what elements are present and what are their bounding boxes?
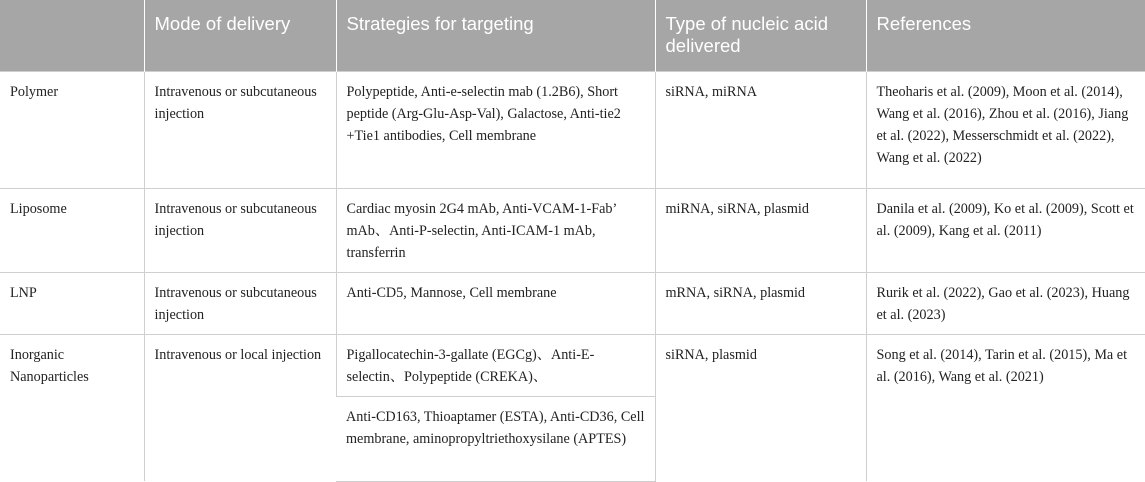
cell-mode: Intravenous or subcutaneous injection: [144, 71, 336, 188]
header-carrier: [0, 0, 144, 71]
cell-nucleic-acid: siRNA, plasmid: [655, 334, 866, 481]
cell-strategies: Anti-CD5, Mannose, Cell membrane: [336, 272, 655, 334]
cell-mode: Intravenous or subcutaneous injection: [144, 272, 336, 334]
table-row: [0, 272, 1145, 334]
cell-strategies: Pigallocatechin-3-gallate (EGCg)、Anti-E-selectin、Polypeptide (CREKA)、: [336, 334, 655, 396]
table-row: [0, 334, 1145, 396]
cell-carrier: LNP: [0, 272, 144, 334]
cell-strategies: Polypeptide, Anti-e-selectin mab (1.2B6), Short peptide (Arg-Glu-Asp-Val), Galactose, Anti-tie2 +Tie1 antibodies, Cell membrane: [336, 71, 655, 188]
cell-references: Song et al. (2014), Tarin et al. (2015), Ma et al. (2016), Wang et al. (2021): [866, 334, 1145, 481]
cell-strategies: Anti-CD163, Thioaptamer (ESTA), Anti-CD36, Cell membrane, aminopropyltriethoxysilane (APTES): [336, 396, 655, 481]
header-row: [0, 0, 1145, 71]
cell-strategies: Cardiac myosin 2G4 mAb, Anti-VCAM-1-Fab’ mAb、Anti-P-selectin, Anti-ICAM-1 mAb, transferrin: [336, 188, 655, 272]
header-mode-of-delivery: Mode of delivery: [144, 0, 336, 71]
cell-references: Rurik et al. (2022), Gao et al. (2023), Huang et al. (2023): [866, 272, 1145, 334]
cell-carrier: Inorganic Nanoparticles: [0, 334, 144, 481]
cell-mode: Intravenous or local injection: [144, 334, 336, 481]
table-body: [0, 71, 1145, 481]
table-row: [0, 71, 1145, 188]
cell-mode: Intravenous or subcutaneous injection: [144, 188, 336, 272]
cell-references: Danila et al. (2009), Ko et al. (2009), Scott et al. (2009), Kang et al. (2011): [866, 188, 1145, 272]
cell-nucleic-acid: mRNA, siRNA, plasmid: [655, 272, 866, 334]
table-row: [0, 188, 1145, 272]
cell-carrier: Polymer: [0, 71, 144, 188]
cell-nucleic-acid: siRNA, miRNA: [655, 71, 866, 188]
cell-carrier: Liposome: [0, 188, 144, 272]
header-strategies-for-targeting: Strategies for targeting: [336, 0, 655, 71]
header-type-of-nucleic-acid: Type of nucleic acid delivered: [655, 0, 866, 71]
cell-references: Theoharis et al. (2009), Moon et al. (2014), Wang et al. (2016), Zhou et al. (2016), Jiang et al. (2022), Messerschmidt et al. (2022), Wang et al. (2022): [866, 71, 1145, 188]
table-header: [0, 0, 1145, 71]
cell-nucleic-acid: miRNA, siRNA, plasmid: [655, 188, 866, 272]
header-references: References: [866, 0, 1145, 71]
